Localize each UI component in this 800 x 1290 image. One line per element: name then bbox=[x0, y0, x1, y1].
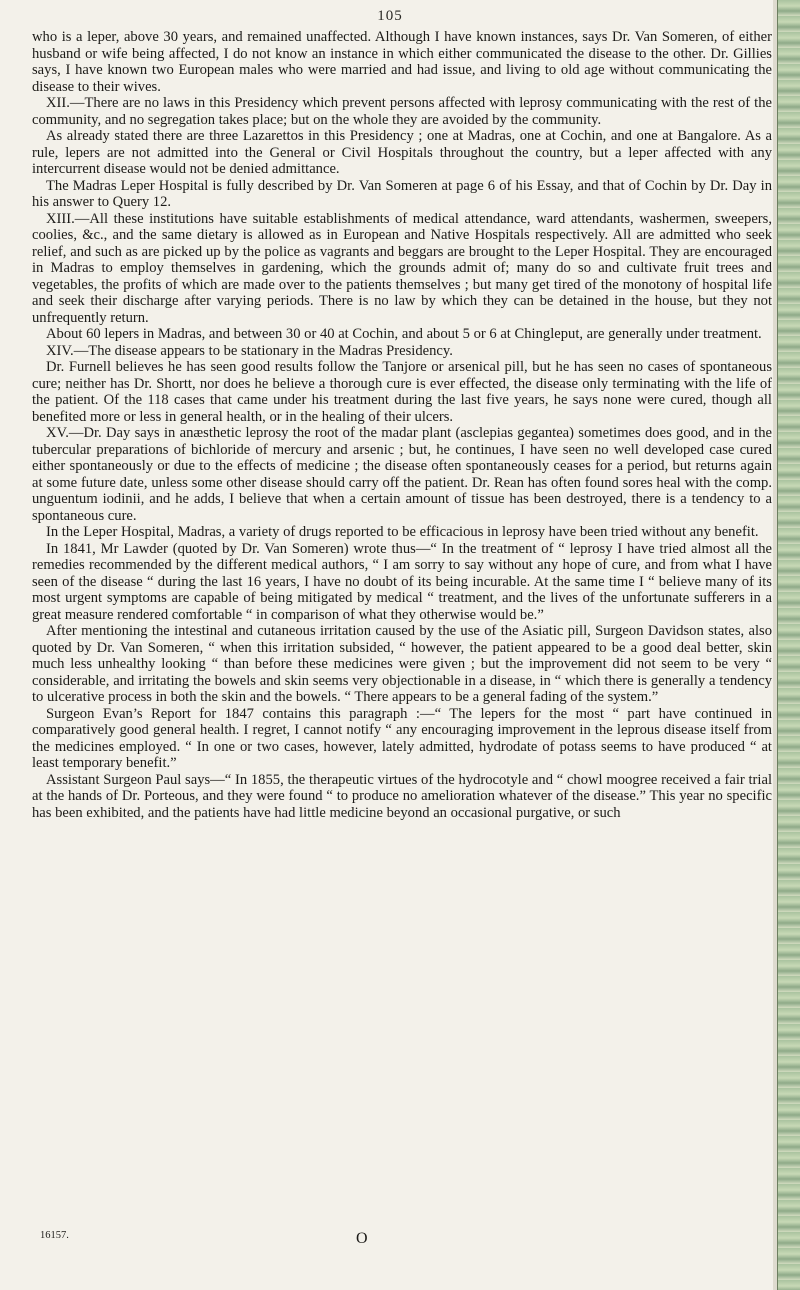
paragraph: XIII.—All these institutions have suitable establishments of medical attendance, ward attendants, washermen, sweepers, coolies, &c., and the same dietary is allowed as in European and Native Hospitals respectively. All are admitted who seek relief, and such as are picked up by the police as vagrants and beggars are brought to the Leper Hospital. They are encouraged in Madras to employ themselves in gardening, which the grounds admit of; many do so and cultivate fruit trees and vegetables, the profits of which are made over to the patients themselves ; but many get tired of the monotony of hospital life and seek their discharge after varying periods. There is no law by which they can be detained in the house, but they not unfrequently return. bbox=[32, 210, 772, 326]
binding-edge bbox=[777, 0, 800, 1290]
page-number: 105 bbox=[377, 8, 403, 24]
paragraph: Assistant Surgeon Paul says—“ In 1855, the therapeutic virtues of the hydrocotyle and “ chowl moogree received a fair trial at the hands of Dr. Porteous, and they were found “ to produce no amelioration whatever of the disease.” This year no specific has been exhibited, and the patients have had little medicine beyond an occasional purgative, or such bbox=[32, 771, 772, 821]
paragraph: Dr. Furnell believes he has seen good results follow the Tanjore or arsenical pill, but he has seen no cases of spontaneous cure; neither has Dr. Shortt, nor does he believe a thorough cure is ever effected, the disease only terminating with the life of the patient. Of the 118 cases that came under his treatment during the last five years, he says none were cured, though all benefited more or less in general health, or in the healing of their ulcers. bbox=[32, 359, 772, 425]
paragraph: XII.—There are no laws in this Presidency which prevent persons affected with leprosy communicating with the rest of the community, and no segregation takes place; but on the whole they are avoided by the community. bbox=[32, 95, 772, 128]
paragraph: About 60 lepers in Madras, and between 30 or 40 at Cochin, and about 5 or 6 at Chingleput, are generally under treatment. bbox=[46, 326, 762, 342]
paragraph: who is a leper, above 30 years, and remained unaffected. Although I have known instances, says Dr. Van Someren, of either husband or wife being affected, I do not know an instance in which either communicated the disease to the other. Dr. Gillies says, I have known two European males who were married and had issue, and living to old age without communicating the disease to their wives. bbox=[32, 29, 772, 95]
paragraph: After mentioning the intestinal and cutaneous irritation caused by the use of the Asiatic pill, Surgeon Davidson states, also quoted by Dr. Van Someren, “ when this irritation subsided, “ however, the patient appeared to be a good deal better, skin much less unhealthy looking “ than before these medicines were given ; but the improvement did not seem to be very “ considerable, and irritating the bowels and skin seems very objectionable in a disease, in “ which there is generally a tendency to ulcerative process in both the skin and the bowels. “ There appears to be a general fading of the system.” bbox=[32, 623, 772, 705]
paragraph: In 1841, Mr Lawder (quoted by Dr. Van Someren) wrote thus—“ In the treatment of “ leprosy I have tried almost all the remedies recommended by the different medical authors, “ I am sorry to say without any hope of cure, and from what I have seen of the disease “ during the last 16 years, I have no doubt of its being incurable. At the same time I “ believe many of its most urgent symptoms are capable of being mitigated by medical “ treatment, and the lives of the unfortunate sufferers in a great measure rendered comfortable “ in comparison of what they otherwise would be.” bbox=[32, 540, 772, 623]
paragraph: In the Leper Hospital, Madras, a variety of drugs reported to be efficacious in leprosy have been tried without any benefit. bbox=[46, 524, 759, 540]
paragraph: Surgeon Evan’s Report for 1847 contains this paragraph :—“ The lepers for the most “ part have continued in comparatively good general health. I regret, I cannot notify “ any encouraging improvement in the leprous disease itself from the medicines employed. “ In one or two cases, however, lately admitted, hydrodate of potass seems to have produced “ at least temporary benefit.” bbox=[32, 705, 772, 771]
paragraph: XV.—Dr. Day says in anæsthetic leprosy the root of the madar plant (asclepias gegantea) sometimes does good, and in the tubercular preparations of bichloride of mercury and arsenic ; but, he continues, I have seen no well developed case cured either spontaneously or due to the effects of medicine ; the disease often spontaneously ceases for a period, but returns again at some future date, unless some other disease should carry off the patient. Dr. Rean has often found sores heal with the comp. unguentum iodinii, and he adds, I believe that when a certain amount of tissue has been destroyed, there is a tendency to a spontaneous cure. bbox=[32, 425, 772, 524]
page-footer bbox=[32, 1230, 772, 1250]
paragraph: XIV.—The disease appears to be stationary in the Madras Presidency. bbox=[46, 342, 453, 359]
paragraph: The Madras Leper Hospital is fully described by Dr. Van Someren at page 6 of his Essay, and that of Cochin by Dr. Day in his answer to Query 12. bbox=[32, 177, 772, 210]
paragraph: As already stated there are three Lazarettos in this Presidency ; one at Madras, one at Cochin, and one at Bangalore. As a rule, lepers are not admitted into the General or Civil Hospitals throughout the country, but a leper affected with any intercurrent disease would not be denied admittance. bbox=[32, 128, 772, 177]
signature-mark: 16157. bbox=[40, 1230, 69, 1241]
body-text bbox=[32, 29, 772, 821]
gathering-mark: O bbox=[356, 1230, 368, 1247]
